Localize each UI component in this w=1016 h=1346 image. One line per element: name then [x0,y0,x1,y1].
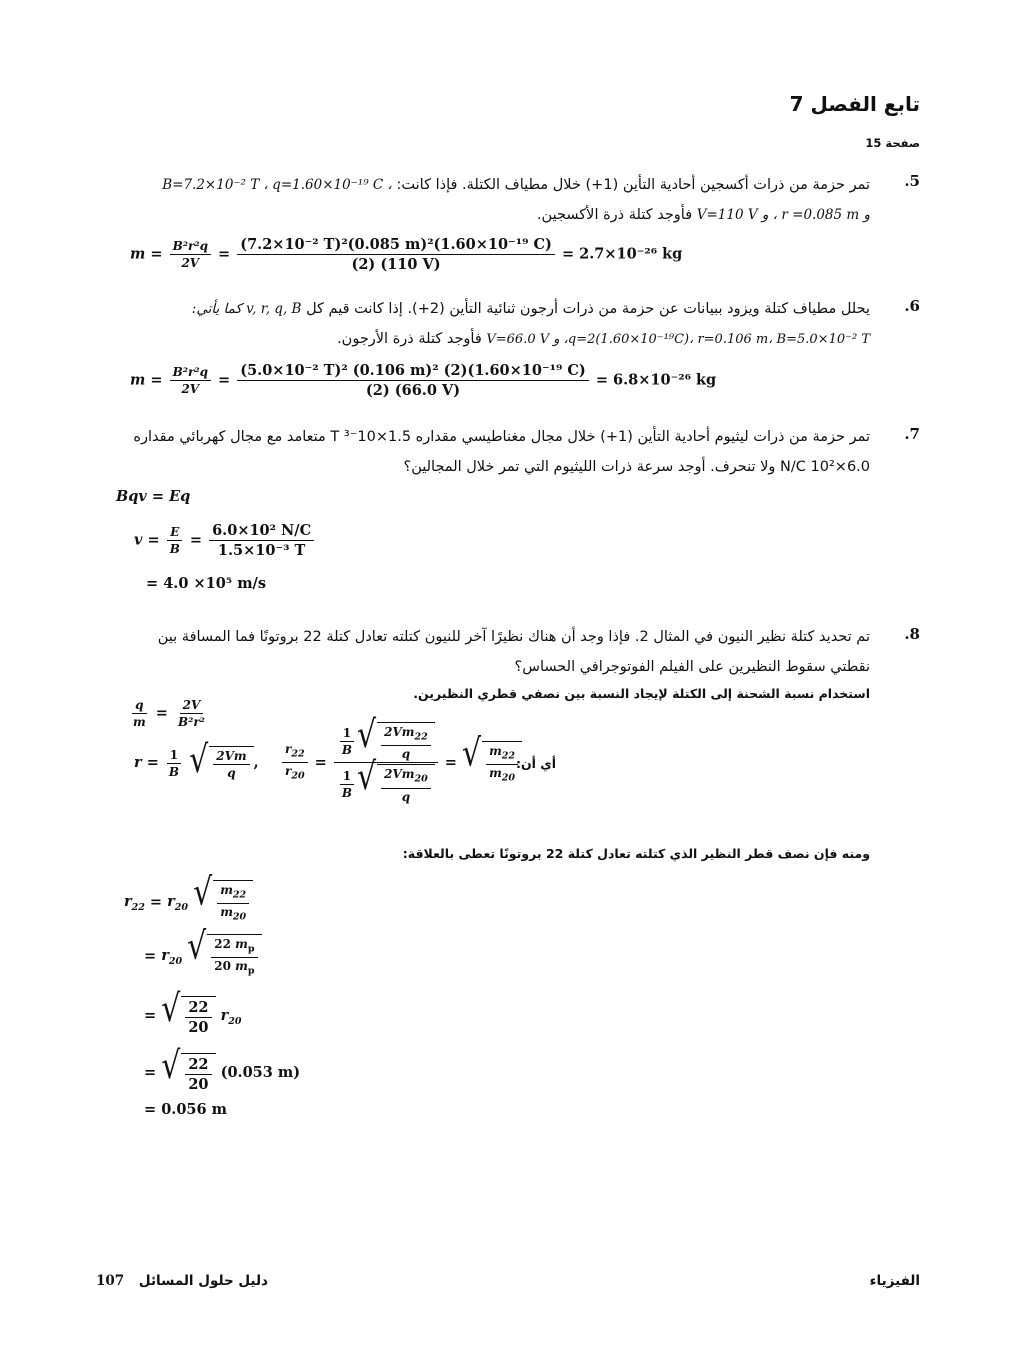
equation-problem-5: m = $\frac{\text{B²r²q}}{2V}$ = $\frac{\text{(7.2×10⁻² T)²(0.085 m)²(1.60×10⁻¹⁹ C)}}{(2) (110 V)}$ = 2.7×10⁻²⁶ kg [130,236,683,273]
equation-r22-step2: = $r_{20}$ √ $\frac{22 m_p}{20 m_p}$ [144,934,262,979]
relation-note: ومنه فإن نصف قطر النظير الذي كتلته تعادل كتلة 22 بروتونًا تعطى بالعلاقة: [402,846,870,861]
equation-r22-step4: = √ $\frac{22}{20}$ (0.053 m) [144,1044,301,1093]
problem-text: تم تحديد كتلة نظير النيون في المثال 2. فإذا وجد أن هناك نظيرًا آخر للنيون كتلته تعادل كتلة 22 بروتونًا فما المسافة بين نقطتي سقوط النظيرين على الفيلم الفوتوجرافي الحساس؟ [157,629,870,675]
final-result: = 0.056 m [144,1101,227,1118]
problem-number: .8 [904,625,920,643]
equation-r22-step1: $r_{22} = r_{20}$ √ $\frac{m_{22}}{m_{20}}$ [124,880,253,925]
problem-number: .5 [904,172,920,190]
equation-velocity: v = $\frac{E}{B}$ = $\frac{\text{6.0×10² N/C}}{\text{1.5×10⁻³ T}}$ [134,522,316,559]
page-reference: صفحة 15 [865,136,920,150]
equation-radius: r = $\frac{1}{B}$ √ $\frac{2Vm}{q}$ , [134,738,259,782]
page-number: 107 [96,1273,125,1289]
footer-left [96,1273,268,1289]
velocity-result: = 4.0 ×10⁵ m/s [146,575,267,592]
problem-text: يحلل مطياف كتلة ويزود ببيانات عن حزمة من ذرات أرجون ثنائية التأين (2+). إذا كانت قيم كل v, r, q, B كما يأتي: q=2(1.60×10⁻¹⁹C)، r=0.106 m، B=5.0×10⁻² T، و V=66.0 V فأوجد كتلة ذرة الأرجون. [191,301,870,347]
problem-text: تمر حزمة من ذرات أكسجين أحادية التأين (1+) خلال مطياف الكتلة. فإذا كانت: B=7.2×10⁻² T ، q=1.60×10⁻¹⁹ C ، و r =0.085 m ، و V=110 V فأوجد كتلة ذرة الأكسجين. [162,177,870,223]
footer-book-title: دليل حلول المسائل [138,1273,268,1289]
equation-r22-step3: = √ $\frac{22}{20}$ $r_{20}$ [144,987,242,1036]
problem-text: تمر حزمة من ذرات ليثيوم أحادية التأين (1+) خلال مجال مغناطيسي مقداره 1.5×10⁻³ T متعامد مع مجال كهربائي مقداره 6.0×10² N/C ولا تنحرف. أوجد سرعة ذرات الليثيوم التي تمر خلال المجالين؟ [133,429,870,475]
that-is-label: أي أن: [516,756,557,771]
chapter-title: تابع الفصل 7 [789,92,920,116]
problem-number: .6 [904,297,920,315]
footer-subject: الفيزياء [869,1273,920,1289]
method-note: استخدام نسبة الشحنة إلى الكتلة لإيجاد النسبة بين نصفي قطري النظيرين. [413,686,870,701]
equation-force-balance: Bqv = Eq [116,488,191,505]
equation-problem-6: m = $\frac{\text{B²r²q}}{2V}$ = $\frac{\text{(5.0×10⁻² T)² (0.106 m)² (2)(1.60×10⁻¹⁹ C)}}{(2) (66.0 V)}$ = 6.8×10⁻²⁶ kg [130,362,717,399]
equation-charge-mass-ratio: $\frac{q}{m}$ = $\frac{2V}{\text{B²r²}}$ [133,698,205,729]
equation-radius-ratio: $\frac{r_{22}}{r_{20}}$ = $\frac{1}{B}$ √ $\frac{2Vm_{22}}{q}$ $\frac{1}{B}$ √ $\frac{2Vm_{20}}{q}$ = √ $\frac{m_{22}}{m_{20}}$ [280,722,522,804]
problem-number: .7 [904,425,920,443]
